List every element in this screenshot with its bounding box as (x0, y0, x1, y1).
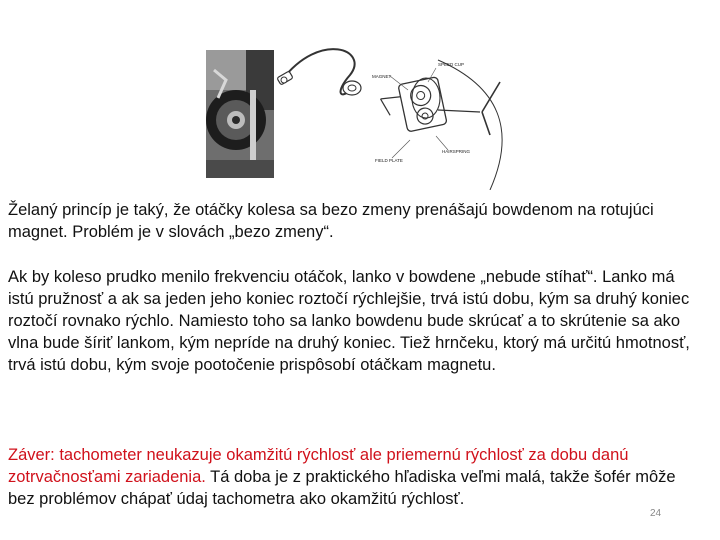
speedometer-figure (200, 40, 530, 190)
conclusion-highlight: Záver: tachometer neukazuje okamžitú rýchlosť ale priemernú rýchlosť za dobu danú zotrvačnosťami zariadenia. (8, 446, 629, 486)
label-field-plate: FIELD PLATE (375, 158, 403, 163)
paragraph-cable-explanation (8, 266, 698, 376)
paragraph-cable-explanation-text: Ak by koleso prudko menilo frekvenciu otáčok, lanko v bowdene „nebude stíhať“. Lanko má istú pružnosť a ak sa jeden jeho koniec roztočí rýchlejšie, trvá istú dobu, kým sa druhý koniec roztočí rovnako rýchlo. Namiesto toho sa lanko bowdenu bude skrúcať a to skrútenie sa ako vlna bude šíriť lankom, kým nepríde na druhý koniec. Tiež hrnčeku, ktorý má určitú hmotnosť, trvá istú dobu, kým svoje pootočenie prispôsobí otáčkam magnetu. (8, 268, 690, 374)
label-hairspring: HAIRSPRING (442, 149, 471, 154)
paragraph-principle-text: Želaný princíp je taký, že otáčky kolesa sa bezo zmeny prenášajú bowdenom na rotujúci magnet. Problém je v slovách „bezo zmeny“. (8, 201, 654, 241)
conclusion-rest: Tá doba je z praktického hľadiska veľmi malá, takže šofér môže bez problémov chápať údaj tachometra ako okamžitú rýchlosť. (8, 468, 676, 508)
paragraph-principle (8, 199, 698, 243)
paragraph-conclusion (8, 444, 698, 510)
page-number: 24 (650, 508, 662, 519)
label-magnet: MAGNET (372, 74, 392, 79)
label-speed-cup: SPEED CUP (438, 62, 465, 67)
cable-and-mechanism-drawing (200, 40, 530, 190)
